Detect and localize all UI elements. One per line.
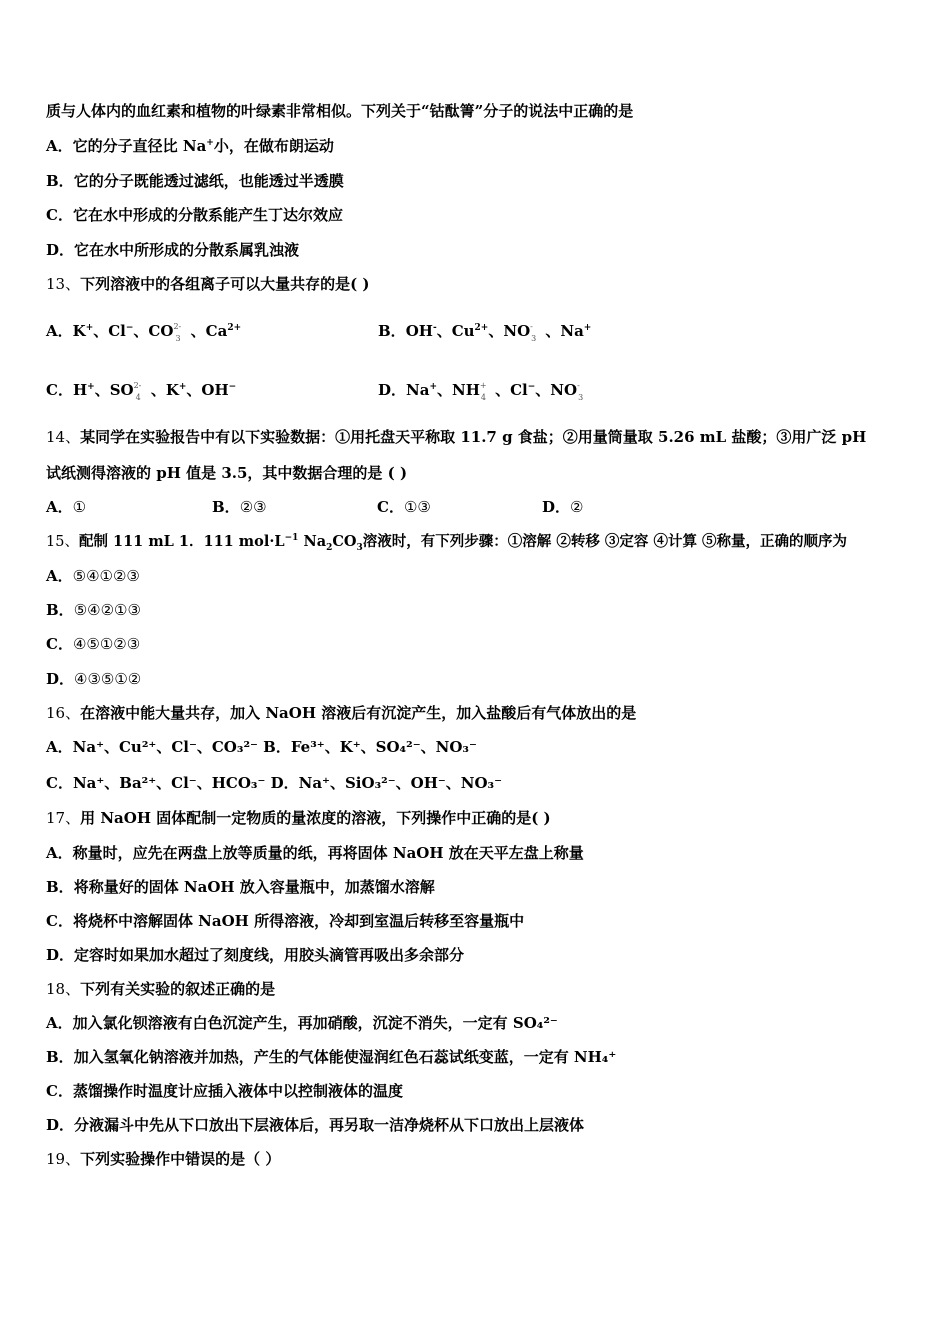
q13-option-d: D．Na+、NH + 4 、Cl−、NO - 3: [378, 381, 584, 402]
q17-option-d: D．定容时如果加水超过了刻度线，用胶头滴管再吸出多余部分: [46, 946, 465, 964]
q18-option-c: C．蒸馏操作时温度计应插入液体中以控制液体的温度: [46, 1082, 403, 1100]
q18-option-a: A．加入氯化钡溶液有白色沉淀产生，再加硝酸，沉淀不消失，一定有 SO₄²⁻: [46, 1014, 558, 1032]
q17-stem: 17、用 NaOH 固体配制一定物质的量浓度的溶液，下列操作中正确的是( ): [46, 809, 551, 827]
q18-option-b: B．加入氢氧化钠溶液并加热，产生的气体能使湿润红色石蕊试纸变蓝，一定有 NH₄⁺: [46, 1048, 617, 1066]
q15-stem: 15、配制 111 mL 1．111 $mol\cdot L^{-1}$ $Na_2CO_3$溶液时，有下列步骤：①溶解 ②转移 ③定容 ④计算 ⑤称量，正确的顺序为: [46, 533, 847, 553]
q12-option-a: A．它的分子直径比 Na+小，在做布朗运动: [46, 137, 334, 155]
q12-option-b: B．它的分子既能透过滤纸，也能透过半透膜: [46, 172, 344, 190]
q16-options-ab: A．Na⁺、Cu²⁺、Cl⁻、CO₃²⁻ B．Fe³⁺、K⁺、SO₄²⁻、NO₃⁻: [46, 738, 477, 756]
q19-stem: 19、下列实验操作中错误的是（ ）: [46, 1150, 281, 1168]
q18-stem: 18、下列有关实验的叙述正确的是: [46, 980, 276, 998]
q14-option-b: B．②③: [212, 498, 267, 516]
q16-stem: 16、在溶液中能大量共存，加入 NaOH 溶液后有沉淀产生，加入盐酸后有气体放出的是: [46, 704, 637, 722]
q17-option-b: B．将称量好的固体 NaOH 放入容量瓶中，加蒸馏水溶解: [46, 878, 435, 896]
q12-option-c: C．它在水中形成的分散系能产生丁达尔效应: [46, 206, 343, 224]
q13-option-c: C．H+、SO 2- 4 、K+、OH−: [46, 381, 237, 402]
q16-options-cd: C．Na⁺、Ba²⁺、Cl⁻、HCO₃⁻ D．Na⁺、SiO₃²⁻、OH⁻、NO₃⁻: [46, 774, 503, 792]
q13-option-b: B．OH-、$Cu^{2+}$、NO - 3 、Na+: [378, 322, 592, 343]
q12-stem: 质与人体内的血红素和植物的叶绿素非常相似。下列关于“钴酞箐”分子的说法中正确的是: [46, 102, 634, 120]
q13-option-a: A．K+、Cl−、CO 2- 3 、$Ca^{2+}$: [46, 322, 242, 343]
q15-option-d: D．④③⑤①②: [46, 670, 142, 688]
q18-option-d: D．分液漏斗中先从下口放出下层液体后，再另取一洁净烧杯从下口放出上层液体: [46, 1116, 585, 1134]
q14-option-a: A．①: [46, 498, 87, 516]
q15-option-c: C．④⑤①②③: [46, 635, 141, 653]
q14-stem-line2: 试纸测得溶液的 pH 值是 3.5，其中数据合理的是 ( ): [46, 464, 408, 482]
q12-option-d: D．它在水中所形成的分散系属乳浊液: [46, 241, 300, 259]
q13-stem: 13、下列溶液中的各组离子可以大量共存的是( ): [46, 275, 370, 293]
q17-option-a: A．称量时，应先在两盘上放等质量的纸，再将固体 NaOH 放在天平左盘上称量: [46, 844, 584, 862]
q14-option-c: C．①③: [377, 498, 431, 516]
q14-stem-line1: 14、某同学在实验报告中有以下实验数据：①用托盘天平称取 11.7 g 食盐；②用量筒量取 5.26 mL 盐酸；③用广泛 pH: [46, 428, 867, 446]
q15-option-a: A．⑤④①②③: [46, 567, 140, 585]
q15-option-b: B．⑤④②①③: [46, 601, 141, 619]
q17-option-c: C．将烧杯中溶解固体 NaOH 所得溶液，冷却到室温后转移至容量瓶中: [46, 912, 525, 930]
q14-option-d: D．②: [542, 498, 584, 516]
